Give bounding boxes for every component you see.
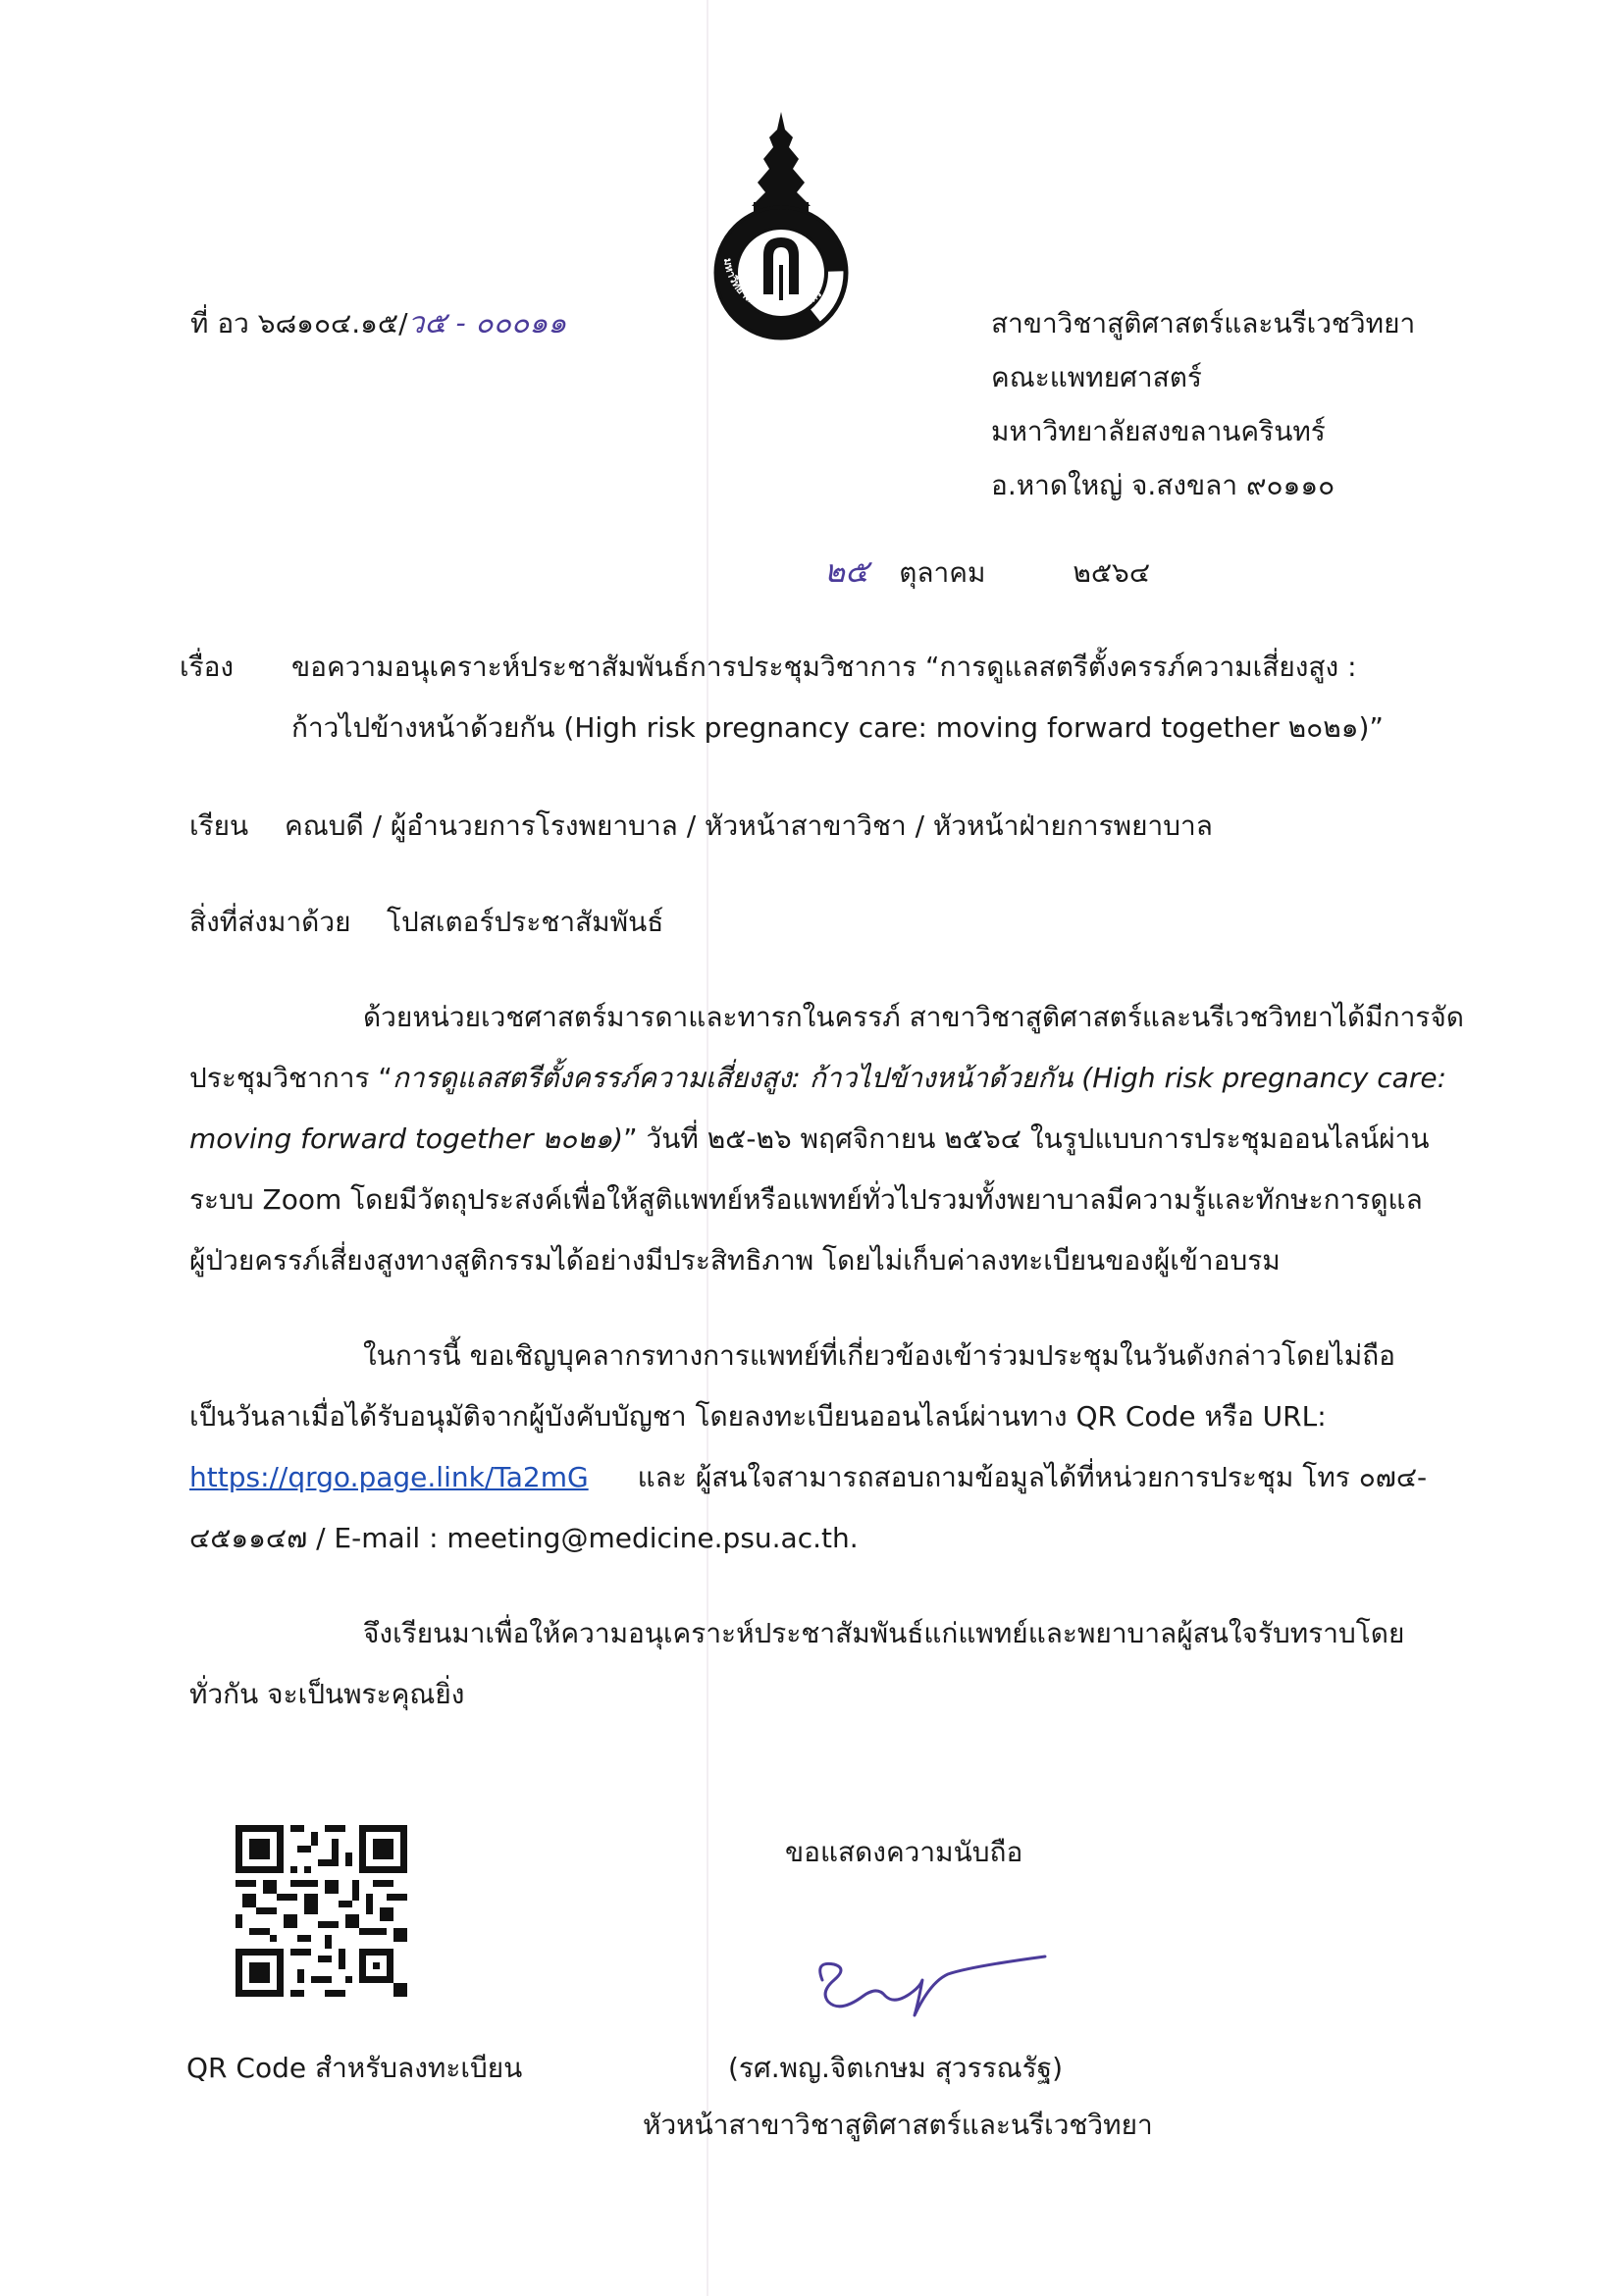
conference-title-italic: การดูแลสตรีตั้งครรภ์ความเสี่ยงสูง: ก้าวไปข้างหน้าด้วยกัน (High risk pregnancy care:: [392, 1062, 1447, 1094]
paragraph-1-line-3-rest: ” วันที่ ๒๕-๒๖ พฤศจิกายน ๒๕๖๔ ในรูปแบบการประชุมออนไลน์ผ่าน: [623, 1122, 1430, 1155]
subject-label: เรื่อง: [180, 651, 235, 683]
sender-line-faculty: คณะแพทยศาสตร์: [991, 361, 1202, 393]
closing-greeting: ขอแสดงความนับถือ: [785, 1836, 1023, 1868]
document-number-handwritten: ว๕ - ๐๐๐๑๑: [407, 306, 567, 340]
signature-icon: [805, 1953, 1050, 2021]
sender-line-address: อ.หาดใหญ่ จ.สงขลา ๙๐๑๑๐: [991, 469, 1335, 501]
qr-caption: QR Code สำหรับลงทะเบียน: [186, 2052, 523, 2084]
enclosure-text: โปสเตอร์ประชาสัมพันธ์: [387, 906, 664, 938]
enclosure-label: สิ่งที่ส่งมาด้วย: [189, 906, 351, 938]
paragraph-2-line-3: [189, 1458, 1427, 1497]
paragraph-1-line-1: ด้วยหน่วยเวชศาสตร์มารดาและทารกในครรภ์ สาขาวิชาสูติศาสตร์และนรีเวชวิทยาได้มีการจัด: [363, 1001, 1464, 1033]
document-number: [190, 304, 566, 343]
registration-qr-code[interactable]: [236, 1825, 407, 1997]
letter-date: [824, 551, 1150, 593]
paragraph-3-line-1: จึงเรียนมาเพื่อให้ความอนุเคราะห์ประชาสัมพันธ์แก่แพทย์และพยาบาลผู้สนใจรับทราบโดย: [363, 1617, 1405, 1649]
date-month: ตุลาคม: [899, 556, 986, 589]
paragraph-1-line-2: [189, 1059, 1446, 1098]
signer-position: หัวหน้าสาขาวิชาสูติศาสตร์และนรีเวชวิทยา: [643, 2109, 1153, 2141]
recipient-text: คณบดี / ผู้อำนวยการโรงพยาบาล / หัวหน้าสาขาวิชา / หัวหน้าฝ่ายการพยาบาล: [285, 809, 1213, 842]
paragraph-1-line-3: [189, 1120, 1430, 1159]
recipient-label: เรียน: [189, 809, 249, 842]
registration-link[interactable]: https://qrgo.page.link/Ta2mG: [189, 1461, 589, 1493]
paragraph-2-line-4: ๔๕๑๑๔๗ / E-mail : meeting@medicine.psu.ac.th.: [189, 1522, 859, 1554]
sender-line-university: มหาวิทยาลัยสงขลานครินทร์: [991, 415, 1326, 447]
seal-text: มหาวิทยาลัยสงขลานครินทร์: [721, 257, 825, 316]
university-seal-icon: [703, 108, 860, 348]
document-number-prefix: ที่ อว ๖๘๑๐๔.๑๕/: [190, 307, 408, 339]
paragraph-2-line-1: ในการนี้ ขอเชิญบุคลากรทางการแพทย์ที่เกี่ยวข้องเข้าร่วมประชุมในวันดังกล่าวโดยไม่ถือ: [363, 1339, 1395, 1372]
paragraph-1-line-2-lead: ประชุมวิชาการ “: [189, 1062, 393, 1094]
signer-name: (รศ.พญ.จิตเกษม สุวรรณรัฐ): [728, 2052, 1064, 2084]
date-year: ๒๕๖๔: [1073, 556, 1151, 589]
paragraph-3-line-2: ทั่วกัน จะเป็นพระคุณยิ่ง: [189, 1678, 465, 1710]
subject-line-1: ขอความอนุเคราะห์ประชาสัมพันธ์การประชุมวิชาการ “การดูแลสตรีตั้งครรภ์ความเสี่ยงสูง :: [291, 651, 1357, 683]
sender-line-department: สาขาวิชาสูติศาสตร์และนรีเวชวิทยา: [991, 307, 1416, 339]
date-day-handwritten: ๒๕: [824, 552, 869, 590]
subject-line-2: ก้าวไปข้างหน้าด้วยกัน (High risk pregnancy care: moving forward together ๒๐๒๑)”: [291, 711, 1384, 744]
paragraph-1-line-4: ระบบ Zoom โดยมีวัตถุประสงค์เพื่อให้สูติแพทย์หรือแพทย์ทั่วไปรวมทั้งพยาบาลมีความรู้และทักษะการดูแล: [189, 1183, 1423, 1216]
paragraph-2-line-3-rest: และ ผู้สนใจสามารถสอบถามข้อมูลได้ที่หน่วยการประชุม โทร ๐๗๔-: [637, 1461, 1428, 1493]
paragraph-1-line-5: ผู้ป่วยครรภ์เสี่ยงสูงทางสูติกรรมได้อย่างมีประสิทธิภาพ โดยไม่เก็บค่าลงทะเบียนของผู้เข้าอบรม: [189, 1244, 1281, 1277]
conference-title-italic-end: moving forward together ๒๐๒๑): [189, 1122, 624, 1155]
paragraph-2-line-2: เป็นวันลาเมื่อได้รับอนุมัติจากผู้บังคับบัญชา โดยลงทะเบียนออนไลน์ผ่านทาง QR Code หรือ URL:: [189, 1400, 1327, 1433]
